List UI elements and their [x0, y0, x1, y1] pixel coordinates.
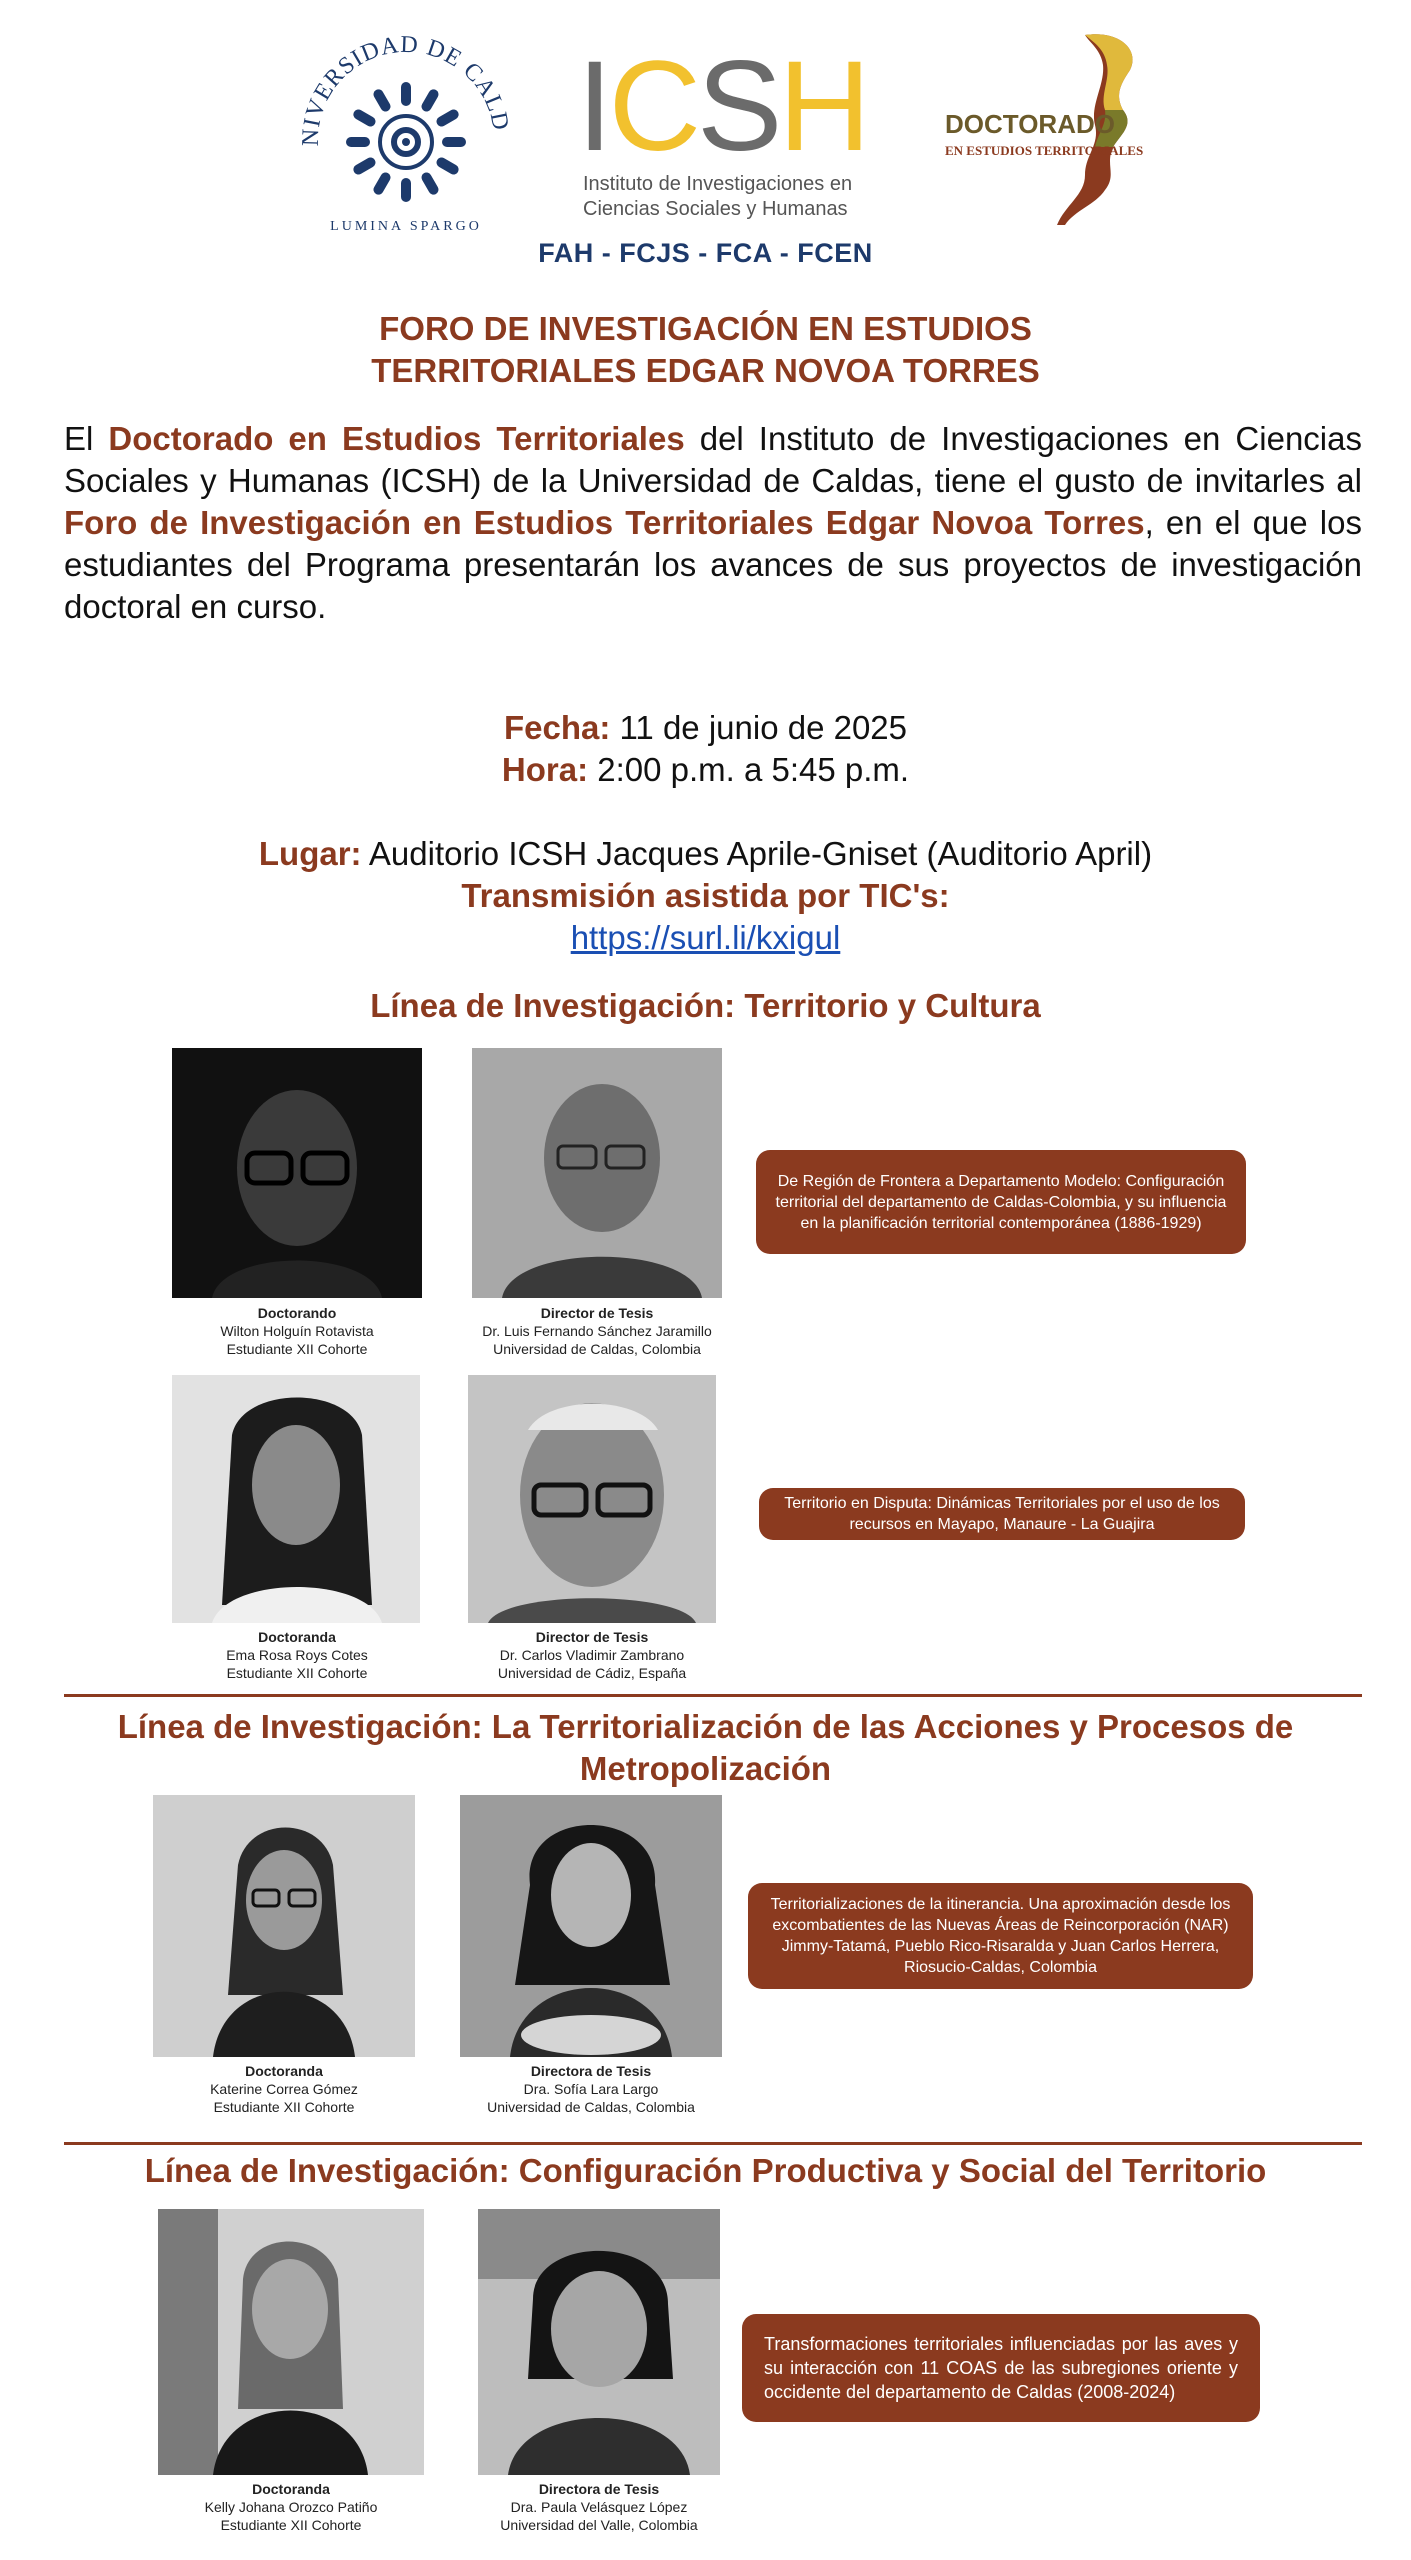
research-line-1-title: Línea de Investigación: Territorio y Cultura: [370, 987, 1041, 1024]
intro-paragraph: [64, 418, 1362, 628]
student-caption-2: [152, 1628, 442, 1682]
section-divider: [64, 2142, 1362, 2145]
director-role: Directora de Tesis: [530, 2063, 652, 2079]
student-name: Ema Rosa Roys Cotes: [226, 1647, 368, 1663]
udc-logo-text: NIVERSIDAD DE CALD: [297, 31, 514, 147]
director-role: Director de Tesis: [540, 1305, 654, 1321]
date-label: Fecha:: [503, 709, 611, 746]
research-line-2-title: [0, 1706, 1411, 1790]
director-name: Dr. Luis Fernando Sánchez Jaramillo: [482, 1323, 712, 1339]
svg-text:UNIVERSIDAD DE CALDAS: [290, 20, 514, 147]
student-photo-wilton: [172, 1048, 422, 1298]
icsh-logo: [575, 40, 875, 230]
student-cohort: Estudiante XII Cohorte: [220, 2517, 362, 2533]
director-name: Dr. Carlos Vladimir Zambrano: [499, 1647, 685, 1663]
student-role: Doctoranda: [245, 2063, 323, 2079]
director-photo-carlos-vladimir: [468, 1375, 716, 1623]
svg-text:ICSH: ICSH: [577, 40, 867, 178]
student-caption-1: [152, 1304, 442, 1358]
stream-link[interactable]: https://surl.li/kxigul: [570, 919, 841, 956]
udc-motto: LUMINA SPARGO: [330, 219, 482, 234]
director-name: Dra. Paula Velásquez López: [510, 2499, 688, 2515]
title-line-1: FORO DE INVESTIGACIÓN EN ESTUDIOS: [379, 310, 1032, 347]
place-label: Lugar:: [258, 835, 362, 872]
director-name: Dra. Sofía Lara Largo: [523, 2081, 659, 2097]
intro-program-name: Doctorado en Estudios Territoriales: [108, 420, 685, 457]
director-caption-2: [447, 1628, 737, 1682]
faculties-text: FAH - FCJS - FCA - FCEN: [538, 238, 873, 268]
student-cohort: Estudiante XII Cohorte: [226, 1341, 368, 1357]
event-link-row: [0, 917, 1411, 959]
intro-text-1: El: [64, 420, 109, 457]
student-photo-ema-rosa: [172, 1375, 420, 1623]
director-institution: Universidad del Valle, Colombia: [500, 2517, 698, 2533]
director-institution: Universidad de Caldas, Colombia: [487, 2099, 695, 2115]
date-value: 11 de junio de 2025: [610, 709, 908, 746]
page-title: [0, 308, 1411, 392]
student-photo-katerine: [153, 1795, 415, 2057]
thesis-title-2: Territorio en Disputa: Dinámicas Territoriales por el uso de los recursos en Mayapo, Manaure - La Guajira: [759, 1488, 1245, 1540]
icsh-line2: Ciencias Sociales y Humanas: [583, 198, 848, 220]
director-institution: Universidad de Cádiz, España: [497, 1665, 687, 1681]
director-photo-luis-fernando: [472, 1048, 722, 1298]
event-place: [0, 833, 1411, 875]
student-role: Doctoranda: [252, 2481, 330, 2497]
director-photo-sofia: [460, 1795, 722, 2057]
place-value: Auditorio ICSH Jacques Aprile-Gniset (Auditorio April): [361, 835, 1153, 872]
director-caption-1: [452, 1304, 742, 1358]
intro-text-3: , en el que los estudiantes del Programa presentarán los avances de sus proyectos de investigación doctoral en curso.: [64, 504, 1362, 625]
line-2-title-2: Metropolización: [579, 1750, 832, 1787]
doc-line1: DOCTORADO: [945, 109, 1115, 139]
student-name: Wilton Holguín Rotavista: [220, 1323, 374, 1339]
line-2-title-1: Línea de Investigación: La Territorialización de las Acciones y Procesos de: [117, 1708, 1294, 1745]
time-label: Hora:: [501, 751, 589, 788]
time-value: 2:00 p.m. a 5:45 p.m.: [588, 751, 910, 788]
student-role: Doctoranda: [258, 1629, 336, 1645]
student-caption-3: [139, 2062, 429, 2116]
doc-line2: EN ESTUDIOS TERRITORIALES: [945, 143, 1144, 158]
director-role: Directora de Tesis: [538, 2481, 660, 2497]
intro-text-2: del Instituto de Investigaciones en Ciencias Sociales y Humanas (ICSH) de la Universidad de Caldas, tiene el gusto de invitarles al: [64, 420, 1362, 499]
director-caption-4: [454, 2480, 744, 2534]
student-name: Katerine Correa Gómez: [210, 2081, 358, 2097]
icsh-line1: Instituto de Investigaciones en: [583, 173, 853, 195]
student-cohort: Estudiante XII Cohorte: [226, 1665, 368, 1681]
section-divider: [64, 1694, 1362, 1697]
student-photo-kelly: [158, 2209, 424, 2475]
doctorado-logo: [945, 25, 1185, 235]
thesis-title-4: Transformaciones territoriales influenciadas por las aves y su interacción con 11 COAS de las subregiones oriente y occidente del departamento de Caldas (2008-2024): [742, 2314, 1260, 2422]
title-line-2: TERRITORIALES EDGAR NOVOA TORRES: [371, 352, 1040, 389]
research-line-3-title: Línea de Investigación: Configuración Productiva y Social del Territorio: [144, 2152, 1267, 2189]
director-institution: Universidad de Caldas, Colombia: [493, 1341, 701, 1357]
director-photo-paula: [478, 2209, 720, 2475]
universidad-de-caldas-logo: [290, 20, 520, 235]
thesis-title-3: Territorializaciones de la itinerancia. Una aproximación desde los excombatientes de las Nuevas Áreas de Reincorporación (NAR) Jimmy-Tatamá, Pueblo Rico-Risaralda y Juan Carlos Herrera, Riosucio-Caldas, Colombia: [748, 1883, 1253, 1989]
thesis-title-1: De Región de Frontera a Departamento Modelo: Configuración territorial del departamento de Caldas-Colombia, y su influencia en la planificación territorial contemporánea (1886-1929): [756, 1150, 1246, 1254]
director-caption-3: [446, 2062, 736, 2116]
stream-label: Transmisión asistida por TIC's:: [461, 877, 950, 914]
student-cohort: Estudiante XII Cohorte: [213, 2099, 355, 2115]
event-date: [0, 707, 1411, 749]
event-time: [0, 749, 1411, 791]
student-caption-4: [146, 2480, 436, 2534]
intro-forum-name: Foro de Investigación en Estudios Territoriales Edgar Novoa Torres: [64, 504, 1145, 541]
director-role: Director de Tesis: [535, 1629, 649, 1645]
student-name: Kelly Johana Orozco Patiño: [204, 2499, 378, 2515]
student-role: Doctorando: [257, 1305, 337, 1321]
event-stream: [0, 875, 1411, 917]
